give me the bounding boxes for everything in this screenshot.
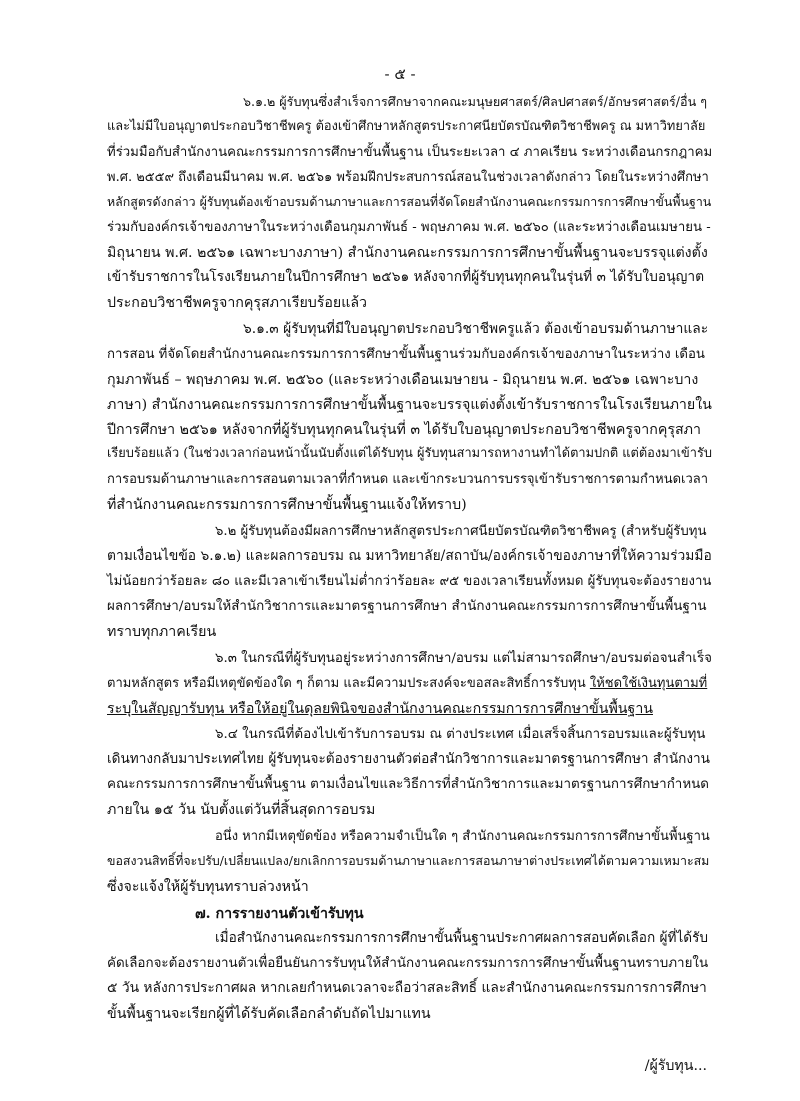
para-6-2-line-3: ไม่น้อยกว่าร้อยละ ๘๐ และมีเวลาเข้าเรียนไม่ต่ำกว่าร้อยละ ๙๕ ของเวลาเรียนทั้งหมด ผู้รับทุนจะต้องรายงาน [107,574,712,589]
para-6-3-line-1: ๖.๓ ในกรณีที่ผู้รับทุนอยู่ระหว่างการศึกษา/อบรม แต่ไม่สามารถศึกษา/อบรมต่อจนสำเร็จ [215,651,713,666]
para-6-2-line-1: ๖.๒ ผู้รับทุนต้องมีผลการศึกษาหลักสูตรประกาศนียบัตรบัณฑิตวิชาชีพครู (สำหรับผู้รับทุน [215,524,707,539]
para-6-2-line-2: ตามเงื่อนไขข้อ ๖.๑.๒) และผลการอบรม ณ มหาวิทยาลัย/สถาบัน/องค์กรเจ้าของภาษาที่ให้ความร่วมมือ [107,548,712,564]
para-7-line-3: ๕ วัน หลังการประกาศผล หากเลยกำหนดเวลาจะถือว่าสละสิทธิ์ และสำนักงานคณะกรรมการการศึกษา [107,980,707,996]
para-7-line-2: คัดเลือกจะต้องรายงานตัวเพื่อยืนยันการรับทุนให้สำนักงานคณะกรรมการการศึกษาขั้นพื้นฐานทราบภายใน [107,956,709,971]
para-7-line-1: เมื่อสำนักงานคณะกรรมการการศึกษาขั้นพื้นฐานประกาศผลการสอบคัดเลือก ผู้ที่ได้รับ [215,930,709,946]
continuation-marker: /ผู้รับทุน... [644,1058,707,1074]
para-7-line-4: ขั้นพื้นฐานจะเรียกผู้ที่ได้รับคัดเลือกลำดับถัดไปมาแทน [107,1006,431,1022]
para-6-1-3-line-7: การอบรมด้านภาษาและการสอนตามเวลาที่กำหนด และเข้ากระบวนการบรรจุเข้ารับราชการตามกำหนดเวลา [107,472,709,487]
para-6-1-2-line-3: ที่ร่วมมือกับสำนักงานคณะกรรมการการศึกษาขั้นพื้นฐาน เป็นระยะเวลา ๔ ภาคเรียน ระหว่างเดือนกรกฎาคม [107,145,713,160]
para-6-1-3-line-4: ภาษา) สำนักงานคณะกรรมการการศึกษาขั้นพื้นฐานจะบรรจุแต่งตั้งเข้ารับราชการในโรงเรียนภายใน [107,397,712,413]
para-note-line-1: อนึ่ง หากมีเหตุขัดข้อง หรือความจำเป็นใด ๆ สำนักงานคณะกรรมการการศึกษาขั้นพื้นฐาน [215,829,710,844]
para-6-1-3-line-2: การสอน ที่จัดโดยสำนักงานคณะกรรมการการศึกษาขั้นพื้นฐานร่วมกับองค์กรเจ้าของภาษาในระหว่าง เดือน [107,347,705,362]
para-6-3-line-2 [107,677,707,690]
para-6-1-2-line-4: พ.ศ. ๒๕๕๙ ถึงเดือนมีนาคม พ.ศ. ๒๕๖๑ พร้อมฝึกประสบการณ์สอนในช่วงเวลาดังกล่าว โดยในระหว่างศึกษา [107,170,709,185]
para-6-1-3-line-1: ๖.๑.๓ ผู้รับทุนที่มีใบอนุญาตประกอบวิชาชีพครูแล้ว ต้องเข้าอบรมด้านภาษาและ [243,321,709,337]
refund-clause-underlined: ให้ชดใช้เงินทุนตามที่ [589,676,708,691]
para-note-line-2: ขอสงวนสิทธิ์ที่จะปรับ/เปลี่ยนแปลง/ยกเลิกการอบรมด้านภาษาและการสอนภาษาต่างประเทศได้ตามความเหมาะสม [107,853,710,868]
para-6-2-line-4: ผลการศึกษา/อบรมให้สำนักวิชาการและมาตรฐานการศึกษา สำนักงานคณะกรรมการการศึกษาขั้นพื้นฐาน [107,599,707,614]
para-6-4-line-3: คณะกรรมการการศึกษาขั้นพื้นฐาน ตามเงื่อนไขและวิธีการที่สำนักวิชาการและมาตรฐานการศึกษากำหนด [107,777,709,792]
para-note-line-3: ซึ่งจะแจ้งให้ผู้รับทุนทราบล่วงหน้า [107,879,309,895]
para-6-1-2-line-7: มิถุนายน พ.ศ. ๒๕๖๑ เฉพาะบางภาษา) สำนักงานคณะกรรมการการศึกษาขั้นพื้นฐานจะบรรจุแต่งตั้ง [107,245,708,261]
para-6-1-2-line-8: เข้ารับราชการในโรงเรียนภายในปีการศึกษา ๒๕๖๑ หลังจากที่ผู้รับทุนทุกคนในรุ่นที่ ๓ ได้รับใบอนุญาต [107,269,705,285]
para-6-3-line-2-text: ตามหลักสูตร หรือมีเหตุขัดข้องใด ๆ ก็ตาม และมีความประสงค์จะขอสละสิทธิ์การรับทุน [107,676,590,691]
para-6-1-3-line-3: กุมภาพันธ์ – พฤษภาคม พ.ศ. ๒๕๖๐ (และระหว่างเดือนเมษายน - มิถุนายน พ.ศ. ๒๕๖๑ เฉพาะบาง [107,372,699,388]
para-6-1-2-line-5: หลักสูตรดังกล่าว ผู้รับทุนต้องเข้าอบรมด้านภาษาและการสอนที่จัดโดยสำนักงานคณะกรรมการการศึกษาขั้นพื้นฐาน [107,194,712,209]
page-number: - ๕ - [384,65,416,83]
para-6-1-2-line-1: ๖.๑.๒ ผู้รับทุนซึ่งสำเร็จการศึกษาจากคณะมนุษยศาสตร์/ศิลปศาสตร์/อักษรศาสตร์/อื่น ๆ [243,94,707,109]
para-6-1-2-line-2: และไม่มีใบอนุญาตประกอบวิชาชีพครู ต้องเข้าศึกษาหลักสูตรประกาศนียบัตรบัณฑิตวิชาชีพครู ณ มหาวิทยาลัย [107,119,706,134]
para-6-1-3-line-6: เรียบร้อยแล้ว (ในช่วงเวลาก่อนหน้านั้นนับตั้งแต่ได้รับทุน ผู้รับทุนสามารถหางานทำได้ตามปกติ แต่ต้องมาเข้ารับ [107,446,712,461]
para-6-1-2-line-6: ร่วมกับองค์กรเจ้าของภาษาในระหว่างเดือนกุมภาพันธ์ - พฤษภาคม พ.ศ. ๒๕๖๐ (และระหว่างเดือนเมษายน - [107,220,711,235]
para-6-3-line-3-underlined: ระบุในสัญญารับทุน หรือให้อยู่ในดุลยพินิจของสำนักงานคณะกรรมการการศึกษาขั้นพื้นฐาน [107,701,653,717]
para-6-1-3-line-8: ที่สำนักงานคณะกรรมการการศึกษาขั้นพื้นฐานแจ้งให้ทราบ) [107,497,467,513]
para-6-4-line-1: ๖.๔ ในกรณีที่ต้องไปเข้ารับการอบรม ณ ต่างประเทศ เมื่อเสร็จสิ้นการอบรมและผู้รับทุน [215,727,706,742]
section-7-heading: ๗. การรายงานตัวเข้ารับทุน [195,906,364,922]
para-6-1-3-line-5: ปีการศึกษา ๒๕๖๑ หลังจากที่ผู้รับทุนทุกคนในรุ่นที่ ๓ ได้รับใบอนุญาตประกอบวิชาชีพครูจากคุรุสภา [107,422,701,438]
para-6-4-line-2: เดินทางกลับมาประเทศไทย ผู้รับทุนจะต้องรายงานตัวต่อสำนักวิชาการและมาตรฐานการศึกษา สำนักงาน [107,751,710,767]
para-6-1-2-line-9: ประกอบวิชาชีพครูจากคุรุสภาเรียบร้อยแล้ว [107,295,368,311]
para-6-4-line-4: ภายใน ๑๕ วัน นับตั้งแต่วันที่สิ้นสุดการอบรม [107,802,376,818]
para-6-2-line-5: ทราบทุกภาคเรียน [107,624,217,640]
